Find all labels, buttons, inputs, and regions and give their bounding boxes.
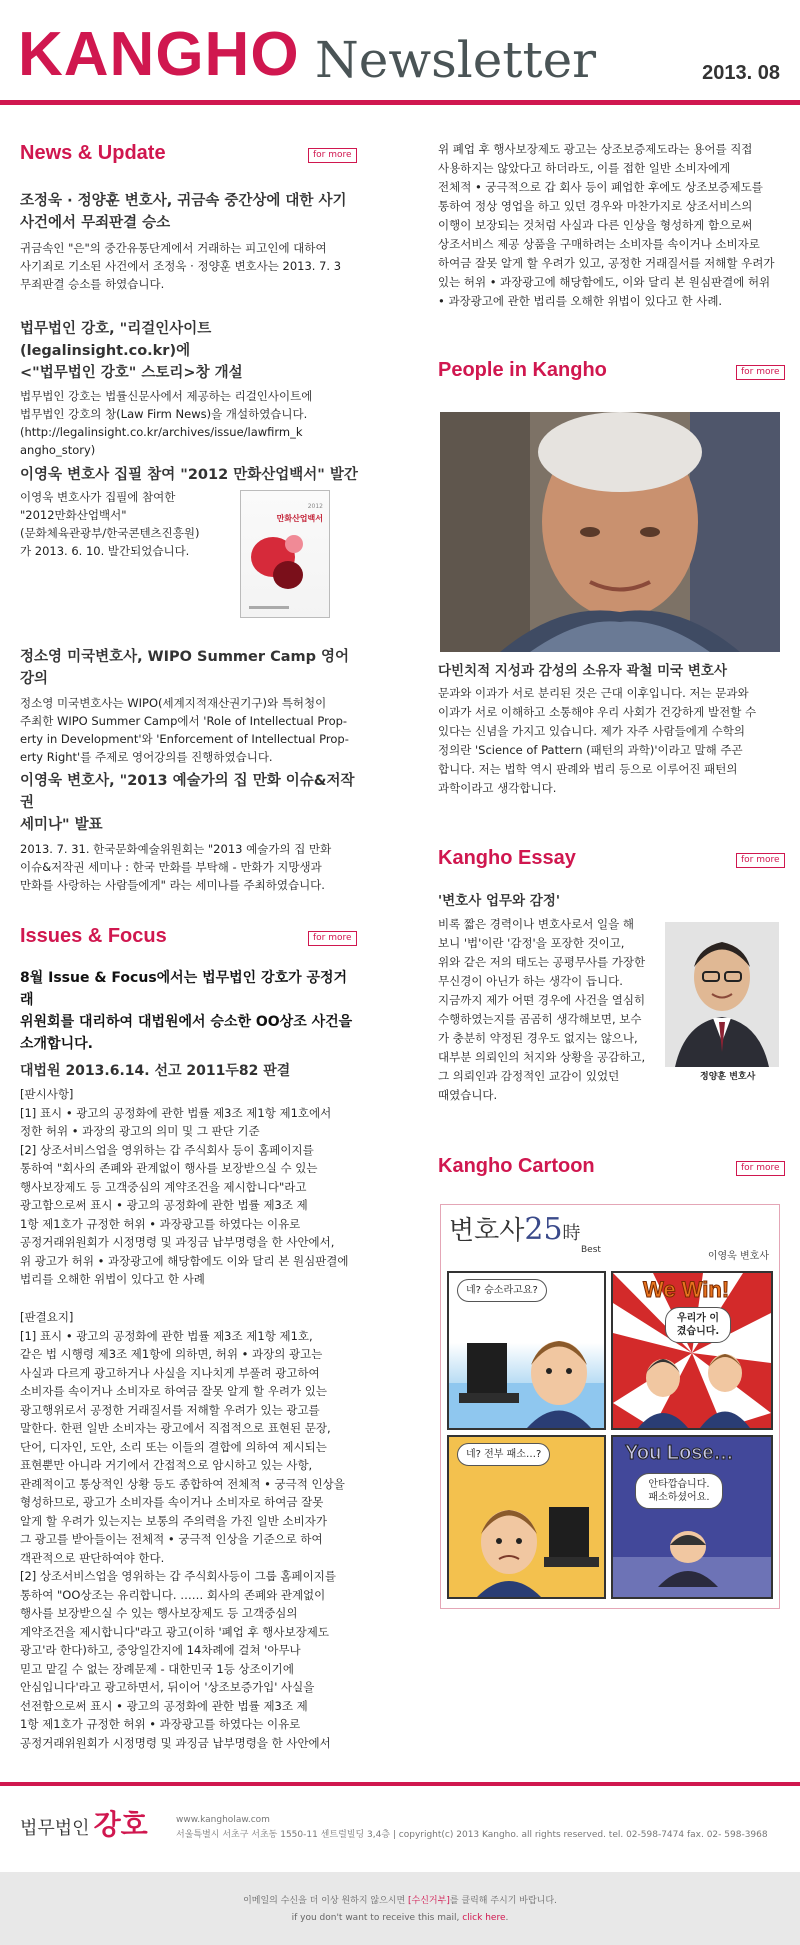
- brand-logo: KANGHO: [18, 20, 300, 89]
- footer-divider: [0, 1782, 800, 1786]
- section-label: [판시사항]: [20, 1087, 74, 1101]
- unsubscribe-korean: [0, 1894, 800, 1908]
- body-line: 지금까지 제가 어떤 경우에 사건을 열심히: [438, 993, 646, 1007]
- body-line: 공정거래위원회가 시정명령 및 과징금 납부명령을 한 사안에서,: [20, 1235, 335, 1249]
- people-more-button[interactable]: for more: [736, 365, 785, 380]
- body-line: 그 광고를 받아들이는 전체적 • 궁극적 인상을 기준으로 하여: [20, 1532, 323, 1546]
- body-line: 단어, 디자인, 도안, 소리 또는 이들의 결합에 의하여 제시되는: [20, 1439, 327, 1454]
- essay-photo-caption: 정양훈 변호사: [700, 1072, 756, 1082]
- panel-4-banner: You Lose…: [625, 1442, 734, 1464]
- news-item-body: 법무법인 강호의 창(Law Firm News)을 개설하였습니다.: [20, 407, 308, 421]
- news-item-body: erty in Development'와 'Enforcement of Intellectual Prop-: [20, 732, 349, 746]
- news-item-1: [20, 190, 355, 293]
- footer-logo-prefix: 법무법인: [20, 1818, 90, 1839]
- book-cover-image: [240, 490, 330, 618]
- body-line: 안심입니다'라고 광고하면서, 뒤이어 '상조보증가입' 사실을: [20, 1680, 315, 1694]
- footer-logo-name: 강호: [93, 1808, 148, 1841]
- news-item-2: [20, 318, 360, 459]
- news-item-title: 이영욱 변호사 집필 참여 "2012 만화산업백서" 발간: [20, 467, 358, 483]
- body-line: 위와 같은 저의 태도는 공평무사를 가장한: [438, 955, 646, 969]
- body-line: 법리를 오해한 위법이 있다고 한 사례: [20, 1272, 205, 1286]
- section-label: [판결요지]: [20, 1310, 74, 1324]
- cartoon-panel-2: [611, 1271, 773, 1430]
- unsubscribe-link-en[interactable]: click here: [462, 1913, 506, 1923]
- news-item-body: (문화체육관광부/한국콘텐츠진흥원): [20, 526, 200, 540]
- body-line: 공정거래위원회가 시정명령 및 과징금 납부명령을 한 사안에서: [20, 1735, 331, 1750]
- case-title: 대법원 2013.6.14. 선고 2011두82 판결: [20, 1063, 291, 1079]
- news-item-body: 주최한 WIPO Summer Camp에서 'Role of Intellectual Prop-: [20, 714, 348, 728]
- cartoon-panel-4: [611, 1435, 773, 1599]
- news-item-4: [20, 646, 360, 766]
- news-item-body: erty Right'를 주제로 영어강의를 진행하였습니다.: [20, 750, 273, 764]
- body-line: 관례적이고 통상적인 상황 등도 종합하여 전체적 • 궁극적 인상을: [20, 1476, 345, 1491]
- unsub-ko-pre: 이메일의 수신을 더 이상 원하지 않으시면: [243, 1896, 409, 1906]
- body-line: 선전함으로써 표시 • 광고의 공정화에 관한 법률 제3조 제: [20, 1698, 308, 1713]
- cartoon-logo-suffix: 時: [562, 1223, 581, 1244]
- news-item-body: 이슈&저작권 세미나 : 한국 만화를 부탁해 - 만화가 지망생과: [20, 860, 322, 874]
- essay-body: [438, 915, 660, 1105]
- body-line: 상조서비스 제공 상품을 구매하려는 소비자를 속이거나 소비자로: [438, 237, 760, 251]
- issues-lead-line: 위원회를 대리하여 대법원에서 승소한 OO상조 사건을: [20, 1014, 353, 1030]
- news-item-title: 이영욱 변호사, "2013 예술가의 집 만화 이슈&저작권: [20, 773, 355, 811]
- issues-continued: [438, 140, 778, 311]
- portrait-photo: [440, 412, 780, 652]
- body-line: 과학이라고 생각합니다.: [438, 781, 557, 795]
- news-item-title: 정소영 미국변호사, WIPO Summer Camp 영어강의: [20, 649, 350, 687]
- issues-lead-line: 소개합니다.: [20, 1036, 93, 1052]
- essay-subtitle: '변호사 업무와 감정': [438, 893, 560, 909]
- cartoon-more-button[interactable]: for more: [736, 1161, 785, 1176]
- issues-body-2: [20, 1308, 354, 1752]
- unsubscribe-link-ko[interactable]: [수신거부]: [408, 1896, 450, 1906]
- news-item-body: 이영욱 변호사가 집필에 참여한: [20, 490, 176, 504]
- news-item-body: 귀금속인 "은"의 중간유통단계에서 거래하는 피고인에 대하여: [20, 241, 327, 255]
- unsub-en-post: .: [505, 1913, 509, 1923]
- body-line: 문과와 이과가 서로 분리된 것은 근대 이후입니다. 저는 문과와: [438, 686, 749, 700]
- cartoon-logo-num: 25: [524, 1212, 563, 1247]
- body-line: 말한다. 한편 일반 소비자는 광고에서 직접적으로 표현된 문장,: [20, 1421, 331, 1435]
- news-item-body: 2013. 7. 31. 한국문화예술위원회는 "2013 예술가의 집 만화: [20, 842, 332, 856]
- cartoon-strip: [440, 1204, 780, 1609]
- body-line: 그 의뢰인과 감정적인 교감이 있었던: [438, 1069, 620, 1083]
- people-section-title: People in Kangho: [438, 359, 607, 381]
- body-line: 대부분 의뢰인의 처지와 상황을 공감하고,: [438, 1050, 646, 1064]
- news-item-title: <"법무법인 강호" 스토리>창 개설: [20, 365, 243, 381]
- body-line: 계약조건을 제시합니다"라고 광고(이하 '폐업 후 행사보장제도: [20, 1624, 329, 1639]
- body-line: 믿고 맡길 수 없는 장례문제 - 대한민국 1등 상조이기에: [20, 1661, 294, 1676]
- book-title: 만화산업백서: [276, 514, 323, 523]
- issues-section-title: Issues & Focus: [20, 925, 167, 947]
- book-year: 2012: [307, 503, 323, 510]
- body-line: 정한 허위 • 과장의 광고의 의미 및 그 판단 기준: [20, 1124, 260, 1138]
- body-line: 있다는 신념을 가지고 있습니다. 제가 자주 사람들에게 수학의: [438, 724, 745, 738]
- body-line: 있는 허위 • 과장광고에 해당함에도, 이와 달리 본 원심판결에 허위: [438, 275, 771, 289]
- body-line: 객관적으로 판단하여야 한다.: [20, 1550, 165, 1565]
- news-item-body: 법무법인 강호는 법률신문사에서 제공하는 리걸인사이트에: [20, 389, 313, 403]
- issues-body-1: [20, 1085, 354, 1289]
- issues-lead: [20, 967, 360, 1055]
- news-item-5: [20, 770, 360, 894]
- panel-2-banner: We Win!: [643, 1277, 730, 1302]
- body-line: 수행하였는지를 곰곰히 생각해보면, 보수: [438, 1012, 642, 1026]
- portrait-illustration: [440, 412, 780, 652]
- body-line: 행사보장제도 등 고객중심의 계약조건을 제시합니다"라고: [20, 1179, 307, 1194]
- body-line: 알게 할 우려가 있는지는 보통의 주의력을 가진 일반 소비자가: [20, 1513, 327, 1528]
- body-line: 표현뿐만 아니라 거기에서 간접적으로 암시하고 있는 사항,: [20, 1458, 313, 1472]
- news-item-body[interactable]: angho_story): [20, 443, 96, 457]
- news-item-body: 무죄판결 승소를 하였습니다.: [20, 277, 165, 291]
- body-line: • 과장광고에 관한 법리를 오해한 위법이 있다고 한 사례.: [438, 294, 723, 308]
- cartoon-panel-1: [447, 1271, 606, 1430]
- newsletter-title: Newsletter: [315, 31, 597, 89]
- body-line: 이행이 보장되는 것처럼 사실과 다른 인상을 형성하게 함으로써: [438, 218, 753, 232]
- body-line: [2] 상조서비스업을 영위하는 갑 주식회사 등이 홈페이지를: [20, 1142, 314, 1157]
- body-line: 소비자를 속이거나 소비자로 하여금 잘못 알게 할 우려가 있는: [20, 1384, 327, 1398]
- body-line: 사실과 다르게 광고하거나 사실을 지나치게 부풀려 광고하여: [20, 1365, 320, 1380]
- body-line: [1] 표시 • 광고의 공정화에 관한 법률 제3조 제1항 제1호,: [20, 1328, 313, 1343]
- body-line: 사용하지는 않았다고 하더라도, 이를 접한 일반 소비자에게: [438, 161, 731, 175]
- body-line: 광고함으로써 표시 • 광고의 공정화에 관한 법률 제3조 제: [20, 1198, 308, 1212]
- body-line: 위 폐업 후 행사보장제도 광고는 상조보증제도라는 용어를 직접: [438, 142, 753, 156]
- body-line: 이과가 서로 이해하고 소통해야 우리 사회가 건강하게 발전할 수: [438, 705, 757, 719]
- body-line: 통하여 "OO상조는 유리합니다. …… 회사의 존폐와 관계없이: [20, 1587, 326, 1602]
- panel-1-speech: 네? 승소라고요?: [457, 1279, 547, 1302]
- news-item-body: 사기죄로 기소된 사건에서 조정욱 · 정양훈 변호사는 2013. 7. 3: [20, 259, 342, 273]
- panel-4-speech: 안타깝습니다. 패소하셨어요.: [635, 1473, 723, 1509]
- news-item-title: 조정욱 · 정양훈 변호사, 귀금속 중간상에 대한 사기: [20, 193, 347, 209]
- news-item-body[interactable]: (http://legalinsight.co.kr/archives/issue/lawfirm_k: [20, 425, 303, 439]
- body-line: 비록 짧은 경력이나 변호사로서 일을 해: [438, 917, 635, 931]
- news-item-body: 만화를 사랑하는 사람들에게" 라는 세미나를 주최하였습니다.: [20, 878, 325, 892]
- news-more-button[interactable]: for more: [308, 148, 357, 163]
- body-line: 같은 법 시행령 제3조 제1항에 의하면, 허위 • 과장의 광고는: [20, 1347, 323, 1361]
- essay-section-title: Kangho Essay: [438, 847, 576, 869]
- issues-lead-line: 8월 Issue & Focus에서는 법무법인 강호가 공정거래: [20, 970, 348, 1008]
- body-line: 통하여 정상 영업을 하고 있던 경우와 마찬가지로 상조서비스의: [438, 199, 753, 213]
- essay-more-button[interactable]: for more: [736, 853, 785, 868]
- header-divider: [0, 100, 800, 105]
- news-item-body: 가 2013. 6. 10. 발간되었습니다.: [20, 544, 190, 558]
- body-line: 1항 제1호가 규정한 허위 • 과장광고를 하였다는 이유로: [20, 1216, 301, 1231]
- body-line: 하여금 잘못 알게 할 우려가 있고, 공정한 거래질서를 저해할 우려가: [438, 256, 775, 270]
- essay-author-photo: [665, 922, 779, 1067]
- body-line: 광고행위로서 공정한 거래질서를 저해할 우려가 있는 광고를: [20, 1402, 320, 1417]
- cartoon-panel-3: [447, 1435, 606, 1599]
- panel-3-speech: 네? 전부 패소…?: [457, 1443, 550, 1466]
- news-item-title: 세미나" 발표: [20, 817, 103, 833]
- unsubscribe-english: [0, 1911, 800, 1925]
- issues-more-button[interactable]: for more: [308, 931, 357, 946]
- panel-2-speech: 우리가 이겼습니다.: [665, 1307, 731, 1343]
- news-item-body: "2012만화산업백서": [20, 508, 127, 522]
- unsub-ko-post: 를 클릭해 주시기 바랍니다.: [449, 1896, 557, 1906]
- news-item-title: 사건에서 무죄판결 승소: [20, 215, 171, 231]
- body-line: 정의란 'Science of Pattern (패턴의 과학)'이라고 말해 주곤: [438, 743, 743, 757]
- body-line: 가 충분히 약정된 경우도 없지는 않으나,: [438, 1031, 638, 1045]
- people-subtitle: 다빈치적 지성과 감성의 소유자 곽철 미국 변호사: [438, 663, 728, 679]
- body-line: 형성하므로, 광고가 소비자를 속이거나 소비자로 하여금 잘못: [20, 1495, 324, 1509]
- body-line: [1] 표시 • 광고의 공정화에 관한 법률 제3조 제1항 제1호에서: [20, 1105, 332, 1120]
- body-line: [2] 상조서비스업을 영위하는 갑 주식회사등이 그룹 홈페이지를: [20, 1569, 336, 1583]
- body-line: 합니다. 저는 법학 역시 판례와 법리 등으로 이루어진 패턴의: [438, 762, 738, 776]
- body-line: 보니 '법'이란 '감정'을 포장한 것이고,: [438, 936, 625, 950]
- footer-url[interactable]: www.kangholaw.com: [176, 1815, 270, 1825]
- cartoon-best: Best: [581, 1245, 601, 1255]
- body-line: 행사를 보장받으실 수 있는 행사보장제도 등 고객중심의: [20, 1606, 298, 1620]
- body-line: 때였습니다.: [438, 1088, 498, 1102]
- footer-address: 서울특별시 서초구 서초동 1550-11 센트럴빌딩 3,4층 | copyright(c) 2013 Kangho. all rights reserved. tel. 02-598-7474 fax. 02- 598-3968: [176, 1830, 768, 1840]
- unsub-en-pre: if you don't want to receive this mail,: [291, 1913, 463, 1923]
- body-line: 통하여 "회사의 존폐와 관계없이 행사를 보장받으실 수 있는: [20, 1161, 318, 1175]
- footer-logo: [20, 1810, 148, 1844]
- cartoon-logo-text: 변호사: [449, 1216, 525, 1246]
- cartoon-section-title: Kangho Cartoon: [438, 1155, 595, 1177]
- body-line: 위 광고가 허위 • 과장광고에 해당함에도 이와 달리 본 원심판결에: [20, 1253, 349, 1268]
- news-item-title: 법무법인 강호, "리걸인사이트(legalinsight.co.kr)에: [20, 321, 212, 359]
- body-line: 광고'라 한다)하고, 중앙일간지에 14차례에 걸쳐 '아무나: [20, 1643, 301, 1657]
- issue-date: 2013. 08: [702, 62, 780, 84]
- cartoon-author: 이영욱 변호사: [707, 1251, 769, 1262]
- body-line: 무신경이 아닌가 하는 생각이 듭니다.: [438, 974, 623, 988]
- footer-unsubscribe-bar: [0, 1872, 800, 1945]
- body-line: 전체적 • 궁극적으로 갑 회사 등이 폐업한 후에도 상조보증제도를: [438, 180, 763, 194]
- body-line: 1항 제1호가 규정한 허위 • 과장광고를 하였다는 이유로: [20, 1717, 301, 1731]
- news-item-body: 정소영 미국변호사는 WIPO(세계지적재산권기구)와 특허청이: [20, 696, 327, 710]
- people-body: [438, 684, 780, 798]
- cartoon-logo: [449, 1212, 581, 1249]
- news-section-title: News & Update: [20, 142, 166, 164]
